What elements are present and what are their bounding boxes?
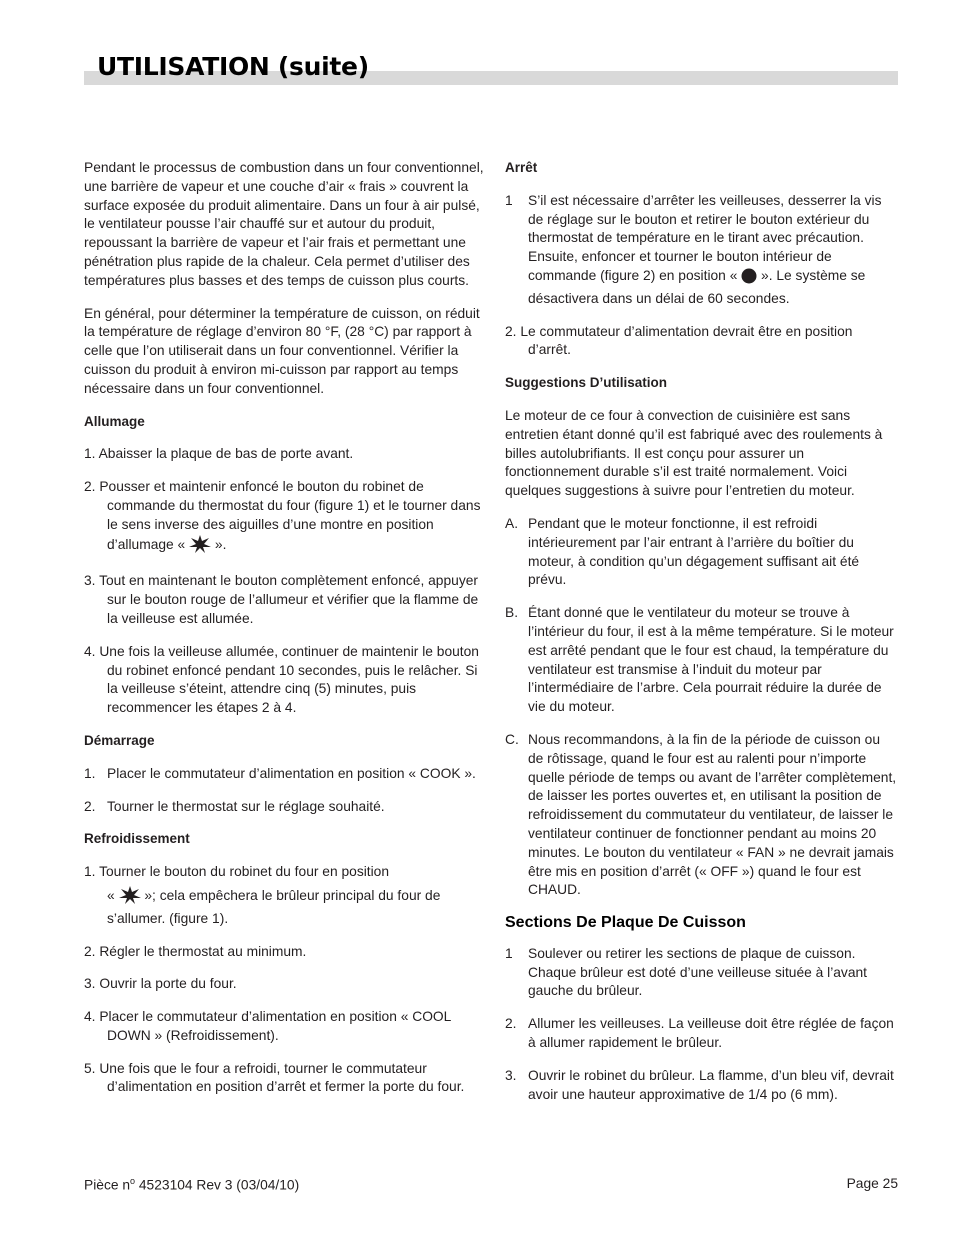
intro-paragraph-2: En général, pour déterminer la température de cuisson, on réduit la température de réglage d’environ 80 °F, (28 °C) par rapport à celle que l’on utiliserait dans un four conventionnel. Vérifier la cuisson du produit à environ mi-cuisson par rapport au temps nécessaire dans un four conventionnel.: [84, 305, 480, 396]
suggestion-text: Pendant que le moteur fonctionne, il est refroidi intérieurement par l’air entrant à l’arrière du boîtier du moteur, à condition qu’un dégagement suffisant ait été prévu.: [528, 515, 860, 588]
refroidissement-step-1-text: »; cela empêchera le brûleur principal du four de s’allumer. (figure 1).: [107, 887, 441, 926]
allumage-step-1: 1. Abaisser la plaque de bas de porte avant.: [84, 446, 354, 462]
suggestion-item: [505, 515, 898, 590]
sections-label: 1: [505, 945, 513, 961]
allumage-step-2-end: ».: [211, 536, 227, 552]
footer-part-rest: 4523104 Rev 3 (03/04/10): [135, 1177, 300, 1193]
sections-text: Ouvrir le robinet du brûleur. La flamme, d’un bleu vif, devrait avoir une hauteur approximative de 1/4 po (6 mm).: [528, 1067, 894, 1102]
demarrage-step-2: [84, 798, 484, 817]
pilot-flame-icon: [119, 886, 141, 910]
demarrage-heading: Démarrage: [84, 732, 155, 748]
footer-part-number: [84, 1176, 299, 1193]
suggestion-item: [505, 731, 898, 900]
arret-step-1: [505, 192, 898, 309]
refroidissement-step-1-cont: [84, 886, 484, 929]
refroidissement-step-2: 2. Régler le thermostat au minimum.: [84, 943, 307, 959]
allumage-step-2-text: 2. Pousser et maintenir enfoncé le bouton du robinet de commande du thermostat du four (figure 1) et le tourner dans le sens inverse des aiguilles d’une montre en position d’allumage «: [84, 479, 481, 552]
refroidissement-step-1-line: 1. Tourner le bouton du robinet du four en position: [84, 864, 390, 880]
page-title: UTILISATION (suite): [97, 52, 369, 81]
footer-page-number: Page 25: [846, 1176, 898, 1191]
demarrage-step-2-number: 2.: [84, 798, 96, 814]
sections-item: [505, 945, 898, 1001]
sections-label: 2.: [505, 1016, 517, 1032]
arret-heading: Arrêt: [505, 160, 538, 175]
footer-part-sup: o: [130, 1176, 136, 1186]
sections-text: Allumer les veilleuses. La veilleuse doit être réglée de façon à allumer rapidement le brûleur.: [528, 1016, 894, 1051]
sections-heading: Sections De Plaque De Cuisson: [505, 914, 746, 932]
suggestion-label: C.: [505, 731, 519, 747]
left-column: [84, 159, 484, 1111]
demarrage-step-2-text: Tourner le thermostat sur le réglage souhaité.: [107, 798, 385, 814]
suggestion-label: A.: [505, 515, 519, 531]
refroidissement-step-3: 3. Ouvrir la porte du four.: [84, 976, 237, 992]
allumage-step-4: 4. Une fois la veilleuse allumée, continuer de maintenir le bouton du robinet enfoncé pendant 10 secondes, puis le relâcher. Si la veilleuse s’éteint, attendre cinq (5) minutes, puis recommencer les étapes 2 à 4.: [84, 643, 479, 716]
pilot-flame-icon: [189, 535, 211, 559]
sections-text: Soulever ou retirer les sections de plaque de cuisson. Chaque brûleur est doté d’une veilleuse située à l’avant gauche du brûleur.: [528, 945, 868, 999]
suggestion-label: B.: [505, 605, 519, 621]
refroidissement-step-1-open: «: [107, 887, 119, 903]
arret-step-1-text: S’il est nécessaire d’arrêter les veilleuses, desserrer la vis de réglage sur le bouton et retirer le bouton extérieur du thermostat de température en le tirant avec précaution. Ensuite, enfoncer et tourner le bouton intérieur de commande (figure 2) en position «: [528, 192, 882, 283]
suggestions-heading: Suggestions D’utilisation: [505, 375, 668, 391]
suggestion-item: [505, 604, 898, 717]
refroidissement-step-4: 4. Placer le commutateur d’alimentation en position « COOL DOWN » (Refroidissement).: [84, 1009, 451, 1043]
refroidissement-step-5: 5. Une fois que le four a refroidi, tourner le commutateur d’alimentation en position d’arrêt et fermer la porte du four.: [84, 1060, 465, 1095]
suggestions-intro: Le moteur de ce four à convection de cuisinière est sans entretien étant donné qu’il est fabriqué avec des roulements à billes autolubrifiants. Il est conçu pour assurer un fonctionnement durable s’il est traité normalement. Voici quelques suggestions à suivre pour l’entretien du moteur.: [505, 407, 883, 499]
sections-label: 3.: [505, 1067, 517, 1083]
suggestion-text: Étant donné que le ventilateur du moteur se trouve à l’intérieur du four, il est à la même température. Si le moteur est arrêté pendant que le four est chaud, la température du ventilateur est transmise à l’induit du moteur par l’intermédiaire de l’arbre. Cela pourrait réduire la durée de vie du moteur.: [528, 605, 894, 715]
off-dot-icon: [741, 268, 757, 290]
footer-part-prefix: Pièce n: [84, 1177, 131, 1193]
demarrage-step-1-number: 1.: [84, 765, 96, 781]
arret-step-1-number: 1: [505, 192, 513, 208]
suggestion-text: Nous recommandons, à la fin de la période de cuisson ou de rôtissage, quand le four est au ralenti pour n’importe quelle période de temps ou avant de l’arrêter complètement, de laisser les portes ouvertes et, en utilisant la position de refroidissement du commutateur du ventilateur, de laisser le ventilateur continuer de fonctionner pendant au moins 20 minutes. Le bouton du ventilateur « FAN » ne devrait jamais être mis en position d’arrêt (« OFF ») quand le four est CHAUD.: [528, 731, 897, 898]
refroidissement-heading: Refroidissement: [84, 831, 190, 847]
sections-item: [505, 1067, 898, 1105]
allumage-step-3: 3. Tout en maintenant le bouton complètement enfoncé, appuyer sur le bouton rouge de l’allumeur et vérifier que la flamme de la veilleuse est allumée.: [84, 573, 479, 626]
allumage-heading: Allumage: [84, 413, 145, 429]
arret-step-1-end: ». Le système se désactivera dans un délai de 60 secondes.: [528, 267, 866, 306]
arret-step-2: 2. Le commutateur d’alimentation devrait être en position d’arrêt.: [505, 323, 853, 358]
demarrage-step-1-text: Placer le commutateur d’alimentation en position « COOK ».: [107, 765, 476, 781]
right-column: [505, 159, 898, 1118]
sections-item: [505, 1015, 898, 1053]
allumage-step-2: [84, 478, 484, 558]
intro-paragraph-1: Pendant le processus de combustion dans un four conventionnel, une barrière de vapeur et une couche d’air « frais » couvrent la surface exposée du produit alimentaire. Dans un four à air pulsé, le ventilateur pousse l’air chauffé sur et autour du produit, repoussant la barrière de vapeur et l’air frais et permettant une pénétration plus rapide de la chaleur. Cela permet d’utiliser des températures plus basses et des temps de cuisson plus courts.: [84, 160, 484, 288]
demarrage-step-1: [84, 765, 484, 784]
